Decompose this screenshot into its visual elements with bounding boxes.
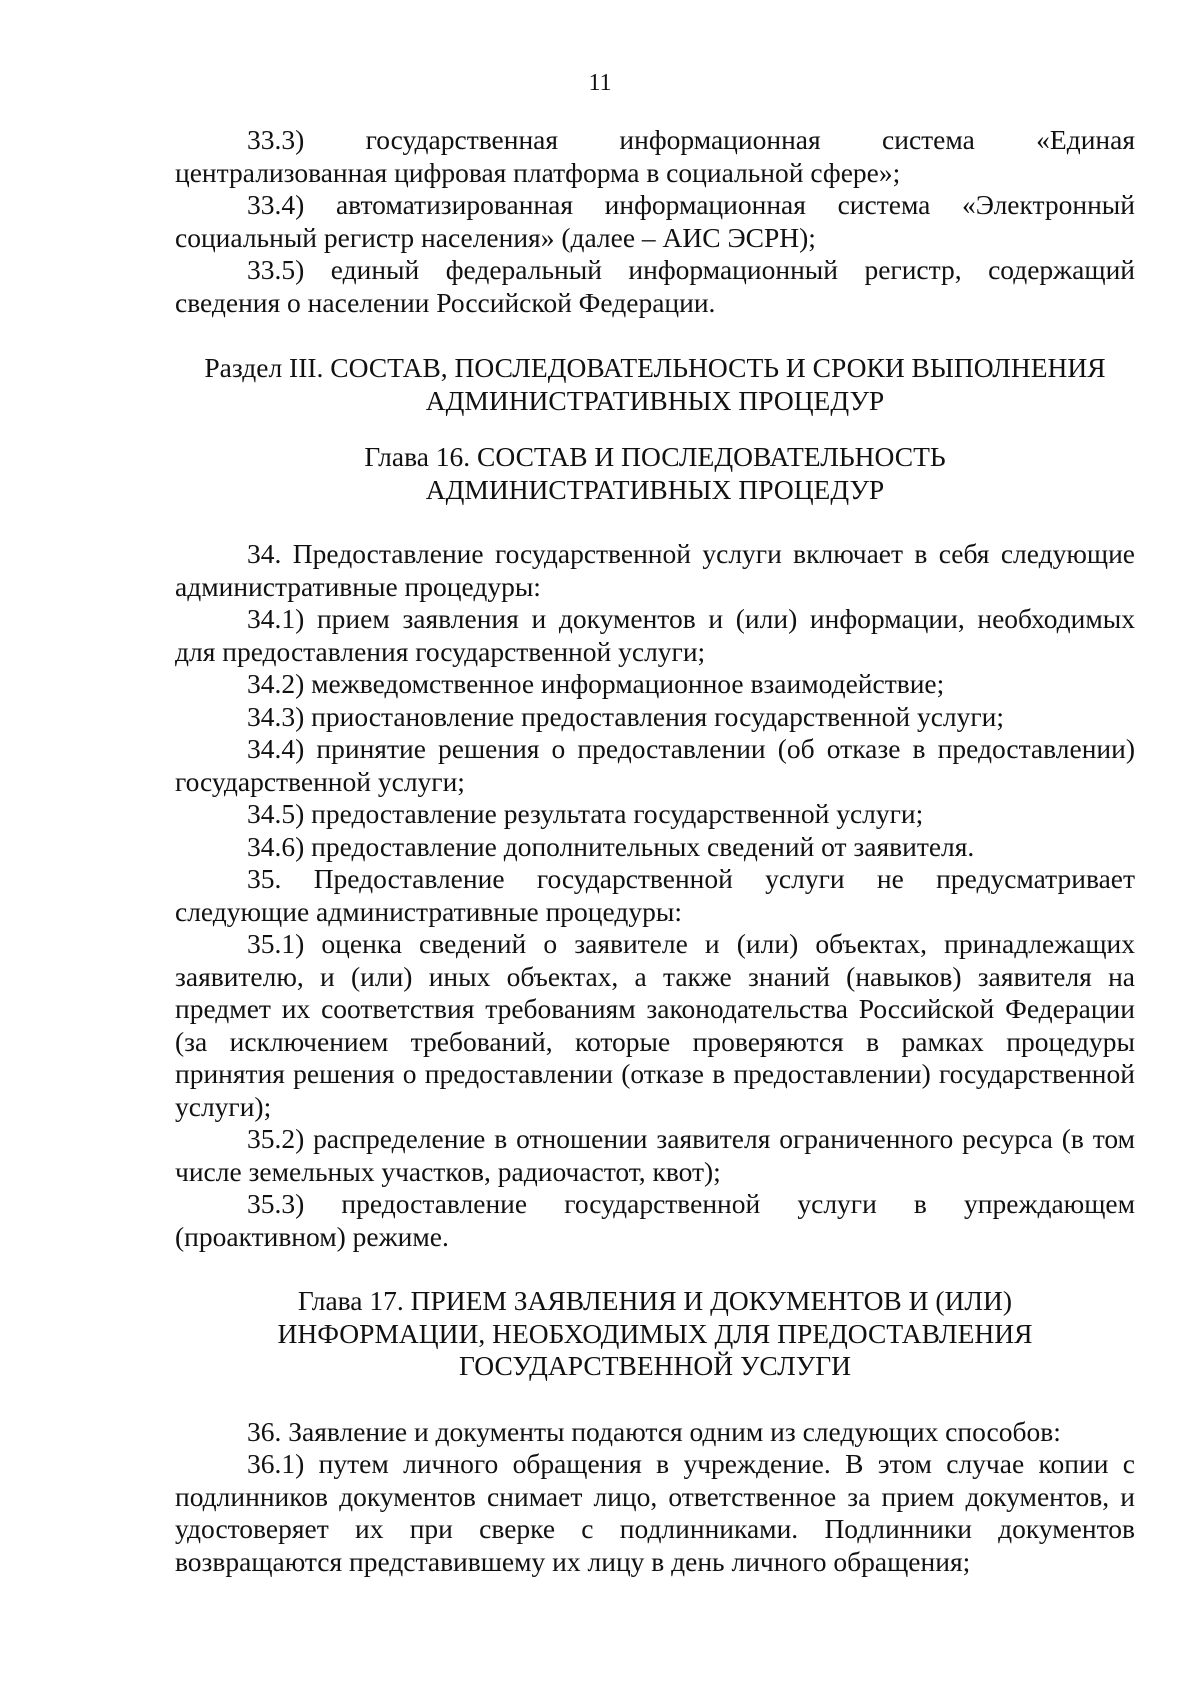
chapter-16-heading-line-1: Глава 16. СОСТАВ И ПОСЛЕДОВАТЕЛЬНОСТЬ [364, 441, 946, 472]
paragraph-35-1: 35.1) оценка сведений о заявителе и (или) объектах, принадлежащих заявителю, и (или) иных объектах, а также знаний (навыков) заявителя на предмет их соответствия требованиям законодательства Российской Федерации (за исключением требований, которые проверяются в рамках процедуры принятия решения о предоставлении (отказе в предоставлении) государственной услуги); [175, 928, 1135, 1122]
chapter-16-heading-line-2: АДМИНИСТРАТИВНЫХ ПРОЦЕДУР [425, 473, 885, 505]
paragraph-34-5: 34.5) предоставление результата государственной услуги; [247, 798, 924, 829]
paragraph-34-2: 34.2) межведомственное информационное взаимодействие; [247, 668, 945, 699]
paragraph-34-4: 34.4) принятие решения о предоставлении (об отказе в предоставлении) государственной услуги; [175, 733, 1135, 797]
paragraph-35: 35. Предоставление государственной услуги не предусматривает следующие административные процедуры: [175, 863, 1135, 927]
document-body [175, 124, 1135, 1578]
paragraph-33-4: 33.4) автоматизированная информационная система «Электронный социальный регистр населения» (далее – АИС ЭСРН); [175, 189, 1135, 253]
chapter-17-heading-line-2: ИНФОРМАЦИИ, НЕОБХОДИМЫХ ДЛЯ ПРЕДОСТАВЛЕНИЯ [277, 1317, 1033, 1349]
section-3-heading-line-1: Раздел III. СОСТАВ, ПОСЛЕДОВАТЕЛЬНОСТЬ И СРОКИ ВЫПОЛНЕНИЯ [204, 352, 1106, 383]
chapter-17-heading-line-3: ГОСУДАРСТВЕННОЙ УСЛУГИ [459, 1350, 851, 1381]
chapter-16-heading [175, 441, 1135, 506]
paragraph-36: 36. Заявление и документы подаются одним из следующих способов: [247, 1415, 1061, 1447]
paragraph-34-1: 34.1) прием заявления и документов и (или) информации, необходимых для предоставления государственной услуги; [175, 603, 1135, 667]
paragraph-35-3: 35.3) предоставление государственной услуги в упреждающем (проактивном) режиме. [175, 1188, 1135, 1252]
paragraph-33-5: 33.5) единый федеральный информационный регистр, содержащий сведения о населении Российской Федерации. [175, 254, 1135, 318]
chapter-17-heading [175, 1285, 1135, 1383]
section-3-heading [175, 352, 1135, 417]
chapter-17-heading-line-1: Глава 17. ПРИЕМ ЗАЯВЛЕНИЯ И ДОКУМЕНТОВ И (ИЛИ) [297, 1285, 1013, 1316]
paragraph-36-1: 36.1) путем личного обращения в учреждение. В этом случае копии с подлинников документов снимает лицо, ответственное за прием документов, и удостоверяет их при сверке с подлинниками. Подлинники документов возвращаются представившему их лицу в день личного обращения; [175, 1448, 1135, 1577]
paragraph-35-2: 35.2) распределение в отношении заявителя ограниченного ресурса (в том числе земельных участков, радиочастот, квот); [175, 1123, 1135, 1187]
section-3-heading-line-2: АДМИНИСТРАТИВНЫХ ПРОЦЕДУР [425, 384, 885, 416]
paragraph-34: 34. Предоставление государственной услуги включает в себя следующие административные процедуры: [175, 538, 1135, 602]
page-number: 11 [588, 70, 612, 96]
paragraph-34-6: 34.6) предоставление дополнительных сведений от заявителя. [247, 830, 975, 862]
paragraph-33-3: 33.3) государственная информационная система «Единая централизованная цифровая платформа в социальной сфере»; [175, 124, 1135, 188]
paragraph-34-3: 34.3) приостановление предоставления государственной услуги; [247, 700, 1005, 732]
